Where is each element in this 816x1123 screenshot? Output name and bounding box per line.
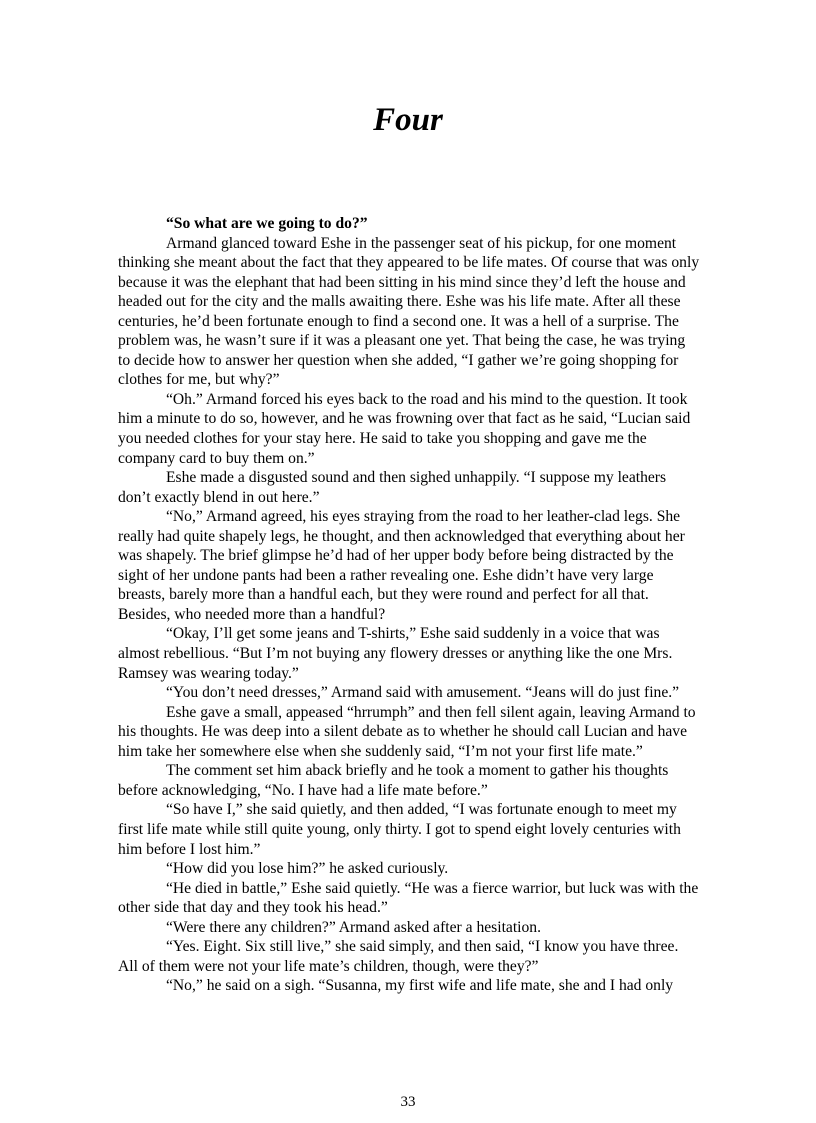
- paragraph: “Okay, I’ll get some jeans and T-shirts,” Eshe said suddenly in a voice that was almost rebellious. “But I’m not buying any flowery dresses or anything like the one Mrs. Ramsey was wearing today.”: [118, 625, 673, 682]
- paragraph: “Oh.” Armand forced his eyes back to the road and his mind to the question. It took him a minute to do so, however, and he was frowning over that fact as he said, “Lucian said you needed clothes for your stay here. He said to take you shopping and gave me the company card to buy them on.”: [118, 390, 691, 467]
- paragraph: “No,” he said on a sigh. “Susanna, my first wife and life mate, she and I had only: [166, 977, 674, 995]
- paragraph: “Yes. Eight. Six still live,” she said simply, and then said, “I know you have three. All of them were not your life mate’s children, though, were they?”: [118, 938, 679, 975]
- paragraph-opening-line: “So what are we going to do?”: [166, 215, 368, 232]
- paragraph: “Were there any children?” Armand asked after a hesitation.: [166, 918, 541, 936]
- paragraph: “So have I,” she said quietly, and then added, “I was fortunate enough to meet my first life mate while still quite young, only thirty. I got to spend eight lovely centuries with him before I lost him.”: [118, 801, 681, 858]
- page-number: 33: [400, 1094, 416, 1110]
- paragraph: “No,” Armand agreed, his eyes straying from the road to her leather-clad legs. She really had quite shapely legs, he thought, and then acknowledged that everything about her was shapely. The brief glimpse he’d had of her upper body before being distracted by the sight of her undone pants had been a rather revealing one. Eshe didn’t have very large breasts, barely more than a handful each, but they were round and perfect for all that. Besides, who needed more than a handful?: [118, 508, 685, 623]
- chapter-title: Four: [373, 102, 443, 138]
- paragraph: “How did you lose him?” he asked curiously.: [166, 860, 449, 878]
- paragraph: Eshe gave a small, appeased “hrrumph” and then fell silent again, leaving Armand to his thoughts. He was deep into a silent debate as to whether he should call Lucian and have him take her somewhere else when she suddenly said, “I’m not your first life mate.”: [118, 703, 696, 760]
- chapter-body: [118, 214, 700, 996]
- paragraph: “He died in battle,” Eshe said quietly. “He was a fierce warrior, but luck was with the other side that day and they took his head.”: [118, 879, 699, 917]
- paragraph: “You don’t need dresses,” Armand said with amusement. “Jeans will do just fine.”: [166, 684, 680, 702]
- paragraph: The comment set him aback briefly and he took a moment to gather his thoughts before acknowledging, “No. I have had a life mate before.”: [118, 762, 669, 799]
- paragraph: Armand glanced toward Eshe in the passenger seat of his pickup, for one moment thinking she meant about the fact that they appeared to be life mates. Of course that was only because it was the elephant that had been sitting in his mind since they’d left the house and headed out for the city and the malls awaiting there. Eshe was his life mate. After all these centuries, he’d been fortunate enough to find a second one. It was a hell of a surprise. The problem was, he wasn’t sure if it was a pleasant one yet. That being the case, he was trying to decide how to answer her question when she added, “I gather we’re going shopping for clothes for me, but why?”: [118, 234, 700, 389]
- paragraph: Eshe made a disgusted sound and then sighed unhappily. “I suppose my leathers don’t exactly blend in out here.”: [118, 469, 667, 506]
